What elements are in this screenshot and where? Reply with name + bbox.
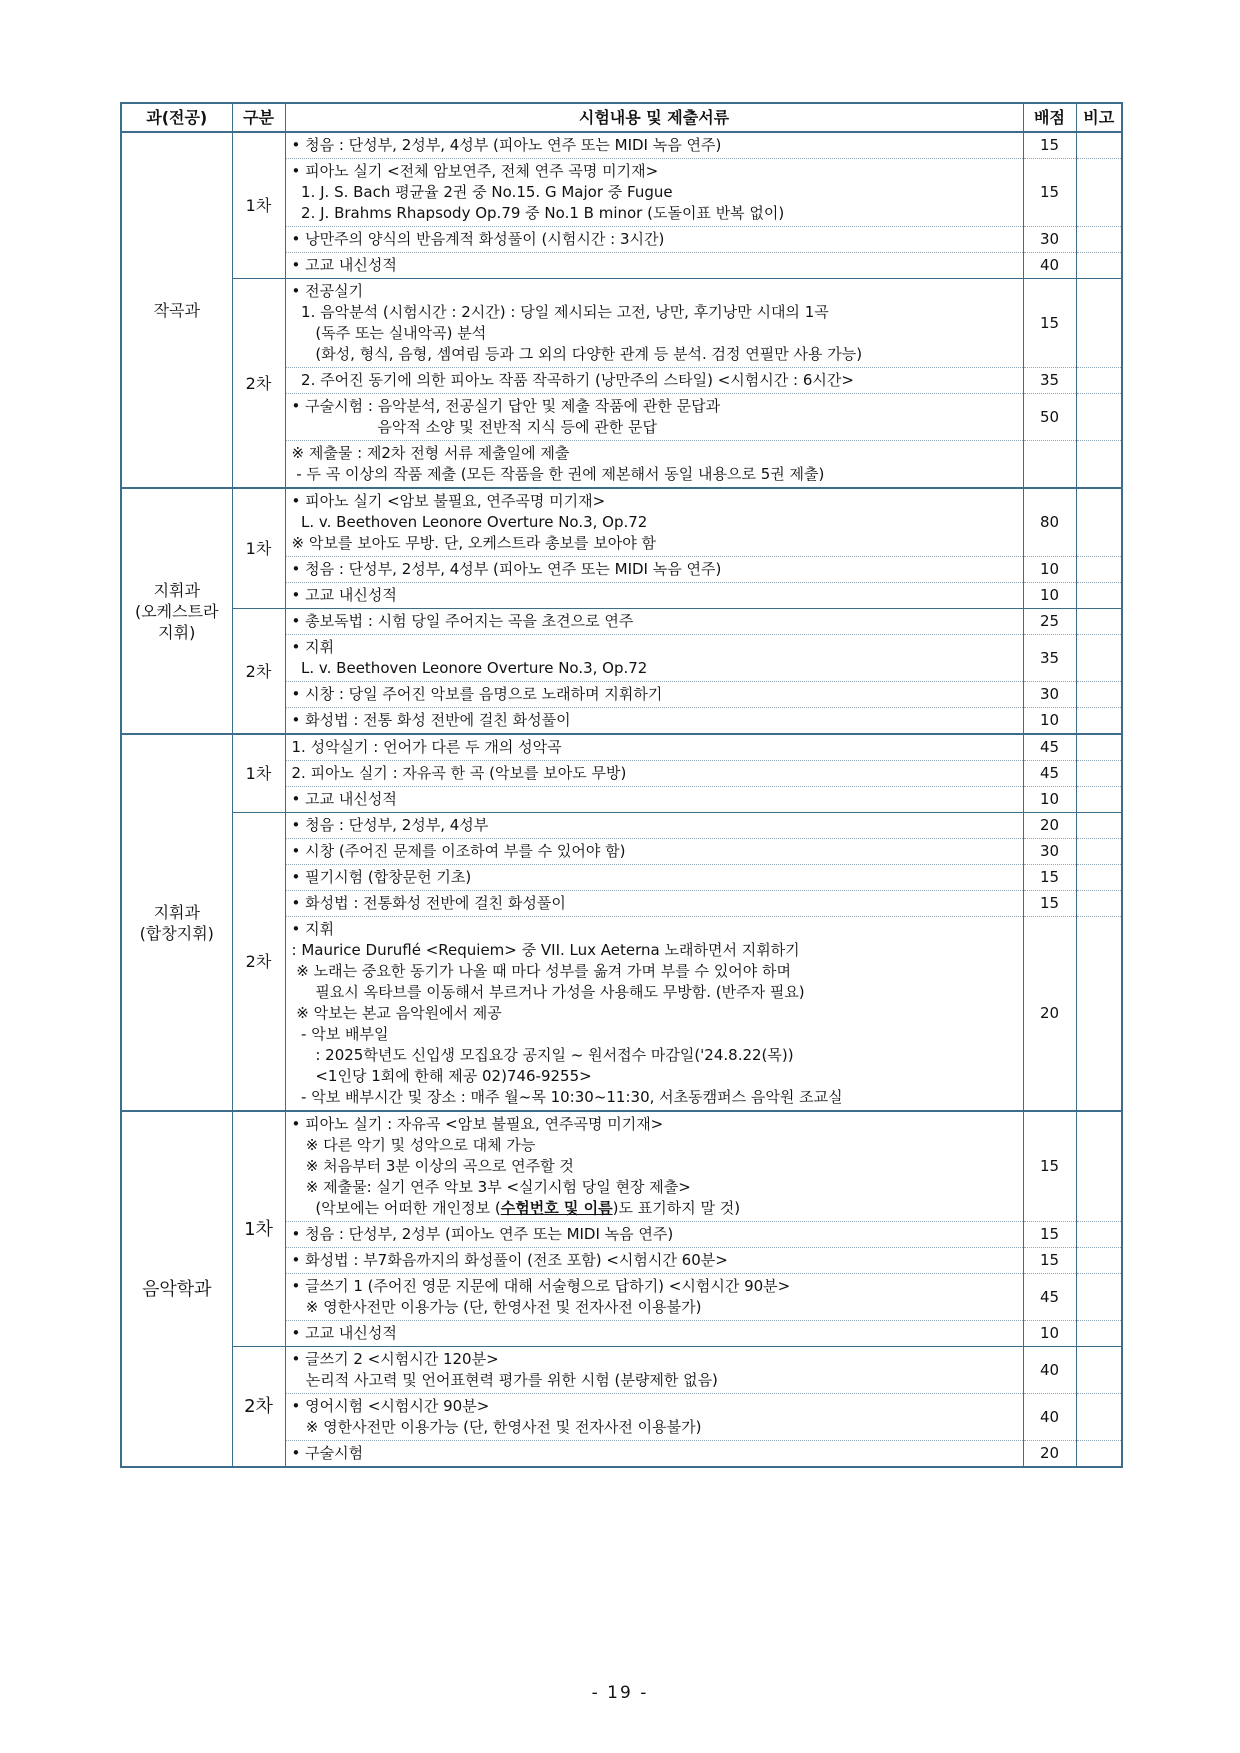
score-cell: 45: [1023, 1274, 1076, 1321]
content-cell: [285, 609, 1023, 635]
note-cell: [1076, 682, 1122, 708]
content-line: • 낭만주의 양식의 반음계적 화성풀이 (시험시간 : 3시간): [291, 230, 665, 248]
dept-label-line: 지휘과: [153, 902, 200, 922]
score-cell: 30: [1023, 227, 1076, 253]
content-cell: [285, 279, 1023, 368]
note-cell: [1076, 1347, 1122, 1394]
table-row: [121, 734, 1122, 761]
content-line: • 시창 (주어진 문제를 이조하여 부를 수 있어야 함): [291, 842, 626, 860]
dept-composition: 작곡과: [121, 132, 232, 488]
score-cell: 50: [1023, 394, 1076, 441]
content-line: • 고교 내신성적: [291, 586, 397, 604]
content-cell: [285, 227, 1023, 253]
table-row: [121, 609, 1122, 635]
note-cell: [1076, 1248, 1122, 1274]
content-cell: [285, 682, 1023, 708]
note-cell: [1076, 441, 1122, 489]
content-line: ※ 제출물 : 제2차 전형 서류 제출일에 제출: [291, 444, 570, 462]
note-cell: [1076, 761, 1122, 787]
dept-label-line: 지휘과: [153, 580, 200, 600]
score-cell: 40: [1023, 1394, 1076, 1441]
content-cell: [285, 635, 1023, 682]
content-cell: [285, 761, 1023, 787]
exam-content-table: [120, 102, 1123, 1468]
table-row: [121, 1347, 1122, 1394]
score-cell: 15: [1023, 1111, 1076, 1222]
phase-label: 2차: [232, 279, 285, 489]
score-cell: 40: [1023, 1347, 1076, 1394]
content-line: 음악적 소양 및 전반적 지식 등에 관한 문답: [291, 418, 658, 436]
note-cell: [1076, 557, 1122, 583]
note-cell: [1076, 1441, 1122, 1468]
score-cell: 15: [1023, 891, 1076, 917]
table-row: [121, 279, 1122, 368]
note-cell: [1076, 734, 1122, 761]
note-cell: [1076, 609, 1122, 635]
dept-label-line: 지휘): [158, 622, 196, 642]
content-line: ※ 처음부터 3분 이상의 곡으로 연주할 것: [291, 1157, 574, 1175]
phase-label: 1차: [232, 132, 285, 279]
content-cell: [285, 787, 1023, 813]
header-phase: 구분: [232, 103, 285, 132]
content-cell: [285, 891, 1023, 917]
content-line: ※ 영한사전만 이용가능 (단, 한영사전 및 전자사전 이용불가): [291, 1298, 702, 1316]
note-cell: [1076, 635, 1122, 682]
content-cell: [285, 488, 1023, 557]
content-line: <1인당 1회에 한해 제공 02)746-9255>: [291, 1067, 592, 1085]
content-cell: [285, 813, 1023, 839]
content-line: • 구술시험 : 음악분석, 전공실기 답안 및 제출 작품에 관한 문답과: [291, 397, 721, 415]
score-cell: 15: [1023, 865, 1076, 891]
note-cell: [1076, 253, 1122, 279]
content-line: - 두 곡 이상의 작품 제출 (모든 작품을 한 권에 제본해서 동일 내용으로 5권 제출): [291, 465, 825, 483]
score-cell: 10: [1023, 1321, 1076, 1347]
content-line: • 화성법 : 전통화성 전반에 걸친 화성풀이: [291, 894, 566, 912]
score-cell: 15: [1023, 159, 1076, 227]
content-cell: [285, 557, 1023, 583]
content-line: • 청음 : 단성부, 2성부 (피아노 연주 또는 MIDI 녹음 연주): [291, 1225, 674, 1243]
content-cell: [285, 839, 1023, 865]
content-line: • 피아노 실기 <암보 불필요, 연주곡명 미기재>: [291, 492, 606, 510]
header-content: 시험내용 및 제출서류: [285, 103, 1023, 132]
content-line: 2. 주어진 동기에 의한 피아노 작품 작곡하기 (낭만주의 스타일) <시험시간 : 6시간>: [291, 371, 854, 389]
note-cell: [1076, 488, 1122, 557]
content-line: ※ 노래는 중요한 동기가 나올 때 마다 성부를 옮겨 가며 부를 수 있어야 하며: [291, 962, 792, 980]
content-line: - 악보 배부시간 및 장소 : 매주 월~목 10:30~11:30, 서초동캠퍼스 음악원 조교실: [291, 1088, 843, 1106]
content-line: • 청음 : 단성부, 2성부, 4성부 (피아노 연주 또는 MIDI 녹음 연주): [291, 560, 722, 578]
note-cell: [1076, 132, 1122, 159]
content-line: • 지휘: [291, 920, 335, 938]
content-line: • 지휘: [291, 638, 335, 656]
content-line: 1. J. S. Bach 평균율 2권 중 No.15. G Major 중 Fugue: [291, 183, 673, 201]
phase-label: 2차: [232, 1347, 285, 1468]
content-line: • 영어시험 <시험시간 90분>: [291, 1397, 490, 1415]
content-line: 2. J. Brahms Rhapsody Op.79 중 No.1 B minor (도돌이표 반복 없이): [291, 204, 785, 222]
content-line: (독주 또는 실내악곡) 분석: [291, 324, 487, 342]
note-cell: [1076, 583, 1122, 609]
content-line: • 구술시험: [291, 1444, 364, 1462]
content-line: 1. 성악실기 : 언어가 다른 두 개의 성악곡: [291, 738, 562, 756]
note-cell: [1076, 368, 1122, 394]
content-cell: [285, 917, 1023, 1112]
table-row: [121, 813, 1122, 839]
content-cell: [285, 583, 1023, 609]
score-cell: 10: [1023, 708, 1076, 735]
content-line: • 청음 : 단성부, 2성부, 4성부: [291, 816, 489, 834]
content-cell: [285, 1222, 1023, 1248]
content-line: 2. 피아노 실기 : 자유곡 한 곡 (악보를 보아도 무방): [291, 764, 627, 782]
content-line: ※ 악보는 본교 음악원에서 제공: [291, 1004, 502, 1022]
content-line: • 전공실기: [291, 282, 364, 300]
score-cell: 40: [1023, 253, 1076, 279]
content-cell: [285, 1248, 1023, 1274]
content-lines: [292, 1114, 1017, 1198]
dept-orchestral-conducting: [121, 488, 232, 734]
score-cell: 15: [1023, 1248, 1076, 1274]
score-cell: 30: [1023, 839, 1076, 865]
content-line: ※ 악보를 보아도 무방. 단, 오케스트라 총보를 보아야 함: [291, 534, 657, 552]
content-cell: [285, 1111, 1023, 1222]
content-cell: [285, 368, 1023, 394]
note-cell: [1076, 279, 1122, 368]
content-line: • 피아노 실기 <전체 암보연주, 전체 연주 곡명 미기재>: [291, 162, 659, 180]
content-line: • 총보독법 : 시험 당일 주어지는 곡을 초견으로 연주: [291, 612, 634, 630]
score-cell: 10: [1023, 557, 1076, 583]
table-row: [121, 1111, 1122, 1222]
table-row: [121, 488, 1122, 557]
phase-label: 2차: [232, 813, 285, 1112]
content-line: ※ 영한사전만 이용가능 (단, 한영사전 및 전자사전 이용불가): [291, 1418, 702, 1436]
score-cell: 20: [1023, 813, 1076, 839]
table-header-row: [121, 103, 1122, 132]
score-cell: 30: [1023, 682, 1076, 708]
header-score: 배점: [1023, 103, 1076, 132]
content-cell: [285, 1347, 1023, 1394]
content-cell: [285, 159, 1023, 227]
content-cell: [285, 394, 1023, 441]
content-line: ※ 다른 악기 및 성악으로 대체 가능: [291, 1136, 536, 1154]
content-line-text: (악보에는 어떠한 개인정보 (: [291, 1199, 501, 1217]
score-cell: 15: [1023, 1222, 1076, 1248]
content-line: • 고교 내신성적: [291, 1324, 397, 1342]
dept-label-line: (오케스트라: [134, 601, 219, 621]
note-cell: [1076, 159, 1122, 227]
content-line: L. v. Beethoven Leonore Overture No.3, Op.72: [291, 659, 648, 677]
score-cell: 45: [1023, 761, 1076, 787]
note-cell: [1076, 1394, 1122, 1441]
score-cell: 35: [1023, 368, 1076, 394]
score-cell: 10: [1023, 583, 1076, 609]
content-line: • 고교 내신성적: [291, 790, 397, 808]
score-cell: 25: [1023, 609, 1076, 635]
content-cell: [285, 734, 1023, 761]
content-line-emphasis: 수험번호 및 이름: [500, 1199, 613, 1217]
note-cell: [1076, 1222, 1122, 1248]
content-cell: [285, 708, 1023, 735]
note-cell: [1076, 813, 1122, 839]
content-line: • 피아노 실기 : 자유곡 <암보 불필요, 연주곡명 미기재>: [291, 1115, 664, 1133]
note-cell: [1076, 787, 1122, 813]
content-line: • 화성법 : 전통 화성 전반에 걸친 화성풀이: [291, 711, 571, 729]
content-cell: [285, 1394, 1023, 1441]
phase-label: 2차: [232, 609, 285, 735]
content-line: : 2025학년도 신입생 모집요강 공지일 ~ 원서접수 마감일('24.8.22(목)): [291, 1046, 794, 1064]
note-cell: [1076, 1111, 1122, 1222]
dept-musicology: 음악학과: [121, 1111, 232, 1467]
content-cell: [285, 1274, 1023, 1321]
score-cell: 80: [1023, 488, 1076, 557]
content-cell: [285, 1441, 1023, 1468]
table-row: [121, 132, 1122, 159]
phase-label: 1차: [232, 734, 285, 813]
dept-choral-conducting: [121, 734, 232, 1111]
note-cell: [1076, 1274, 1122, 1321]
note-cell: [1076, 227, 1122, 253]
content-line: L. v. Beethoven Leonore Overture No.3, Op.72: [291, 513, 648, 531]
content-line: - 악보 배부일: [291, 1025, 389, 1043]
content-line: • 시창 : 당일 주어진 악보를 음명으로 노래하며 지휘하기: [291, 685, 663, 703]
content-line: ※ 제출물: 실기 연주 악보 3부 <실기시험 당일 현장 제출>: [291, 1178, 691, 1196]
note-cell: [1076, 1321, 1122, 1347]
note-cell: [1076, 891, 1122, 917]
content-line: : Maurice Duruflé <Requiem> 중 VII. Lux Aeterna 노래하면서 지휘하기: [291, 941, 800, 959]
note-cell: [1076, 839, 1122, 865]
phase-label: 1차: [232, 1111, 285, 1347]
dept-label-line: (합창지휘): [139, 923, 214, 943]
content-line: • 필기시험 (합창문헌 기초): [291, 868, 472, 886]
content-cell: [285, 441, 1023, 489]
header-note: 비고: [1076, 103, 1122, 132]
content-cell: [285, 1321, 1023, 1347]
content-cell: [285, 865, 1023, 891]
content-line: • 청음 : 단성부, 2성부, 4성부 (피아노 연주 또는 MIDI 녹음 연주): [291, 136, 722, 154]
content-line: • 글쓰기 1 (주어진 영문 지문에 대해 서술형으로 답하기) <시험시간 90분>: [291, 1277, 791, 1295]
content-line: • 화성법 : 부7화음까지의 화성풀이 (전조 포함) <시험시간 60분>: [291, 1251, 728, 1269]
content-cell: [285, 132, 1023, 159]
score-cell: 20: [1023, 1441, 1076, 1468]
content-line: [292, 1198, 1017, 1219]
content-line-text: )도 표기하지 말 것): [612, 1199, 741, 1217]
page-number: - 19 -: [591, 1683, 649, 1703]
content-line: 1. 음악분석 (시험시간 : 2시간) : 당일 제시되는 고전, 낭만, 후기낭만 시대의 1곡: [291, 303, 829, 321]
content-line: • 글쓰기 2 <시험시간 120분>: [291, 1350, 499, 1368]
header-dept: 과(전공): [121, 103, 232, 132]
score-cell: 10: [1023, 787, 1076, 813]
content-line: (화성, 형식, 음형, 셈여림 등과 그 외의 다양한 관계 등 분석. 검정 연필만 사용 가능): [291, 345, 863, 363]
score-cell: 45: [1023, 734, 1076, 761]
score-cell: 15: [1023, 279, 1076, 368]
content-line: 논리적 사고력 및 언어표현력 평가를 위한 시험 (분량제한 없음): [291, 1371, 718, 1389]
score-cell: 20: [1023, 917, 1076, 1112]
phase-label: 1차: [232, 488, 285, 609]
score-cell: 15: [1023, 132, 1076, 159]
note-cell: [1076, 865, 1122, 891]
score-cell: [1023, 441, 1076, 489]
note-cell: [1076, 917, 1122, 1112]
content-line: • 고교 내신성적: [291, 256, 397, 274]
score-cell: 35: [1023, 635, 1076, 682]
note-cell: [1076, 394, 1122, 441]
content-line: 필요시 옥타브를 이동해서 부르거나 가성을 사용해도 무방함. (반주자 필요): [291, 983, 805, 1001]
note-cell: [1076, 708, 1122, 735]
content-cell: [285, 253, 1023, 279]
